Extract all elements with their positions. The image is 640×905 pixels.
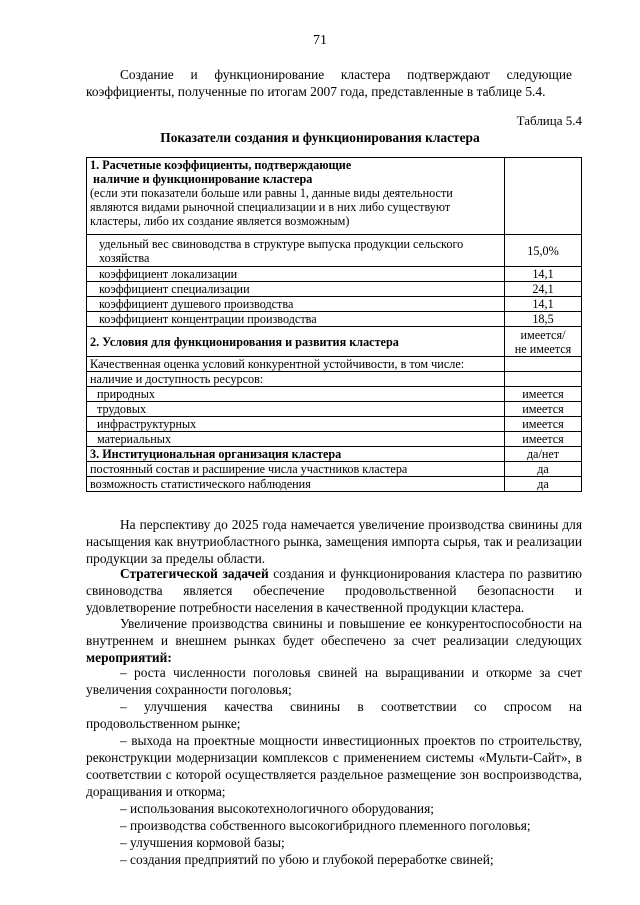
measures-text: Увеличение производства свинины и повышение ее конкурентоспособности на внутреннем и внешнем рынках будет обеспечено за счет реализации следующих <box>86 616 582 648</box>
table-row <box>87 158 582 235</box>
list-item: – улучшения кормовой базы; <box>120 835 285 850</box>
table-row <box>87 462 582 477</box>
table-row <box>87 372 582 387</box>
section1-note-line1: (если эти показатели больше или равны 1, данные виды деятельности <box>90 186 453 200</box>
cell-label: коэффициент душевого производства <box>87 297 505 312</box>
section2-title: 2. Условия для функционирования и развития кластера <box>87 327 505 357</box>
intro-paragraph <box>86 66 582 100</box>
cell-label: материальных <box>87 432 505 447</box>
intro-line-2: коэффициенты, полученные по итогам 2007 года, представленные в таблице 5.4. <box>86 84 546 99</box>
table-label: Таблица 5.4 <box>516 113 582 128</box>
cell-value: имеется <box>505 417 582 432</box>
cell-label: наличие и доступность ресурсов: <box>87 372 505 387</box>
table-row <box>87 312 582 327</box>
list-item: – использования высокотехнологичного оборудования; <box>120 801 434 816</box>
section1-note-line3: кластеры, либо их создание является возможным) <box>90 214 350 228</box>
list-item: – роста численности поголовья свиней на выращивании и откорме за счет увеличения сохранности поголовья; <box>86 665 582 697</box>
list-item: – улучшения качества свинины в соответствии со спросом на продовольственном рынке; <box>86 699 582 731</box>
cell-label: коэффициент локализации <box>87 267 505 282</box>
intro-line-1: Создание и функционирование кластера подтверждают следующие <box>120 67 572 82</box>
table-row <box>87 432 582 447</box>
section1-title-line2: наличие и функционирование кластера <box>90 172 313 186</box>
table-row <box>87 447 582 462</box>
table-row <box>87 297 582 312</box>
cell-value: имеется <box>505 387 582 402</box>
table-row <box>87 402 582 417</box>
cell-label: Качественная оценка условий конкурентной устойчивости, в том числе: <box>87 357 505 372</box>
cell-value: 24,1 <box>505 282 582 297</box>
measures-bold: мероприятий: <box>86 650 172 665</box>
cell-value: да <box>505 477 582 492</box>
list-item: – производства собственного высокогибридного племенного поголовья; <box>120 818 531 833</box>
section2-header-value-line1: имеется/ <box>520 327 566 342</box>
section2-header-value <box>505 327 582 357</box>
paragraph-measures <box>86 615 582 666</box>
cell-value: 14,1 <box>505 267 582 282</box>
cell-value <box>505 372 582 387</box>
cell-value: 15,0% <box>505 235 582 267</box>
cell-label: коэффициент концентрации производства <box>87 312 505 327</box>
measures-list <box>86 664 582 868</box>
table-row <box>87 387 582 402</box>
paragraph-perspective: На перспективу до 2025 года намечается увеличение производства свинины для насыщения как внутриобластного рынка, замещения импорта сырья, так и реализации продукции за пределы области. <box>86 517 582 566</box>
section1-header <box>87 158 505 235</box>
table-row <box>87 235 582 267</box>
table-row <box>87 282 582 297</box>
cell-value: да <box>505 462 582 477</box>
table-row <box>87 357 582 372</box>
table-row <box>87 267 582 282</box>
cell-label: возможность статистического наблюдения <box>87 477 505 492</box>
indicators-table <box>86 157 582 492</box>
cell-value: 18,5 <box>505 312 582 327</box>
paragraph-strategic-task <box>86 565 582 616</box>
cell-label: природных <box>87 387 505 402</box>
cell-value <box>505 357 582 372</box>
strategic-task-bold: Стратегической задачей <box>120 566 269 581</box>
list-item: – выхода на проектные мощности инвестиционных проектов по строительству, реконструкции модернизации комплексов с применением системы «Мульти-Сайт», в соответствии с которой осуществляется раздельное размещение зон воспроизводства, доращивания и откорма; <box>86 733 582 799</box>
section1-title-line1: 1. Расчетные коэффициенты, подтверждающие <box>90 158 352 172</box>
cell-label: удельный вес свиноводства в структуре выпуска продукции сельского хозяйства <box>87 235 505 267</box>
cell-label: коэффициент специализации <box>87 282 505 297</box>
section2-header-value-line2: не имеется <box>514 341 572 356</box>
section3-header-value: да/нет <box>505 447 582 462</box>
strategic-task-text: создания и функционирования кластера по развитию свиноводства является обеспечение продовольственной безопасности и удовлетворение потребности населения в качественной продукции кластера. <box>86 566 582 615</box>
cell-label: трудовых <box>87 402 505 417</box>
table-row <box>87 327 582 357</box>
page-number: 71 <box>313 33 327 48</box>
list-item: – создания предприятий по убою и глубокой переработке свиней; <box>120 852 494 867</box>
cell-value: 14,1 <box>505 297 582 312</box>
section3-title: 3. Институциональная организация кластера <box>87 447 505 462</box>
section1-header-value <box>505 158 582 235</box>
cell-label: постоянный состав и расширение числа участников кластера <box>87 462 505 477</box>
cell-value: имеется <box>505 432 582 447</box>
table-title: Показатели создания и функционирования кластера <box>160 130 480 145</box>
table-row <box>87 417 582 432</box>
table-row <box>87 477 582 492</box>
section1-note-line2: являются видами рыночной специализации и в них либо существуют <box>90 200 451 214</box>
cell-value: имеется <box>505 402 582 417</box>
cell-label: инфраструктурных <box>87 417 505 432</box>
